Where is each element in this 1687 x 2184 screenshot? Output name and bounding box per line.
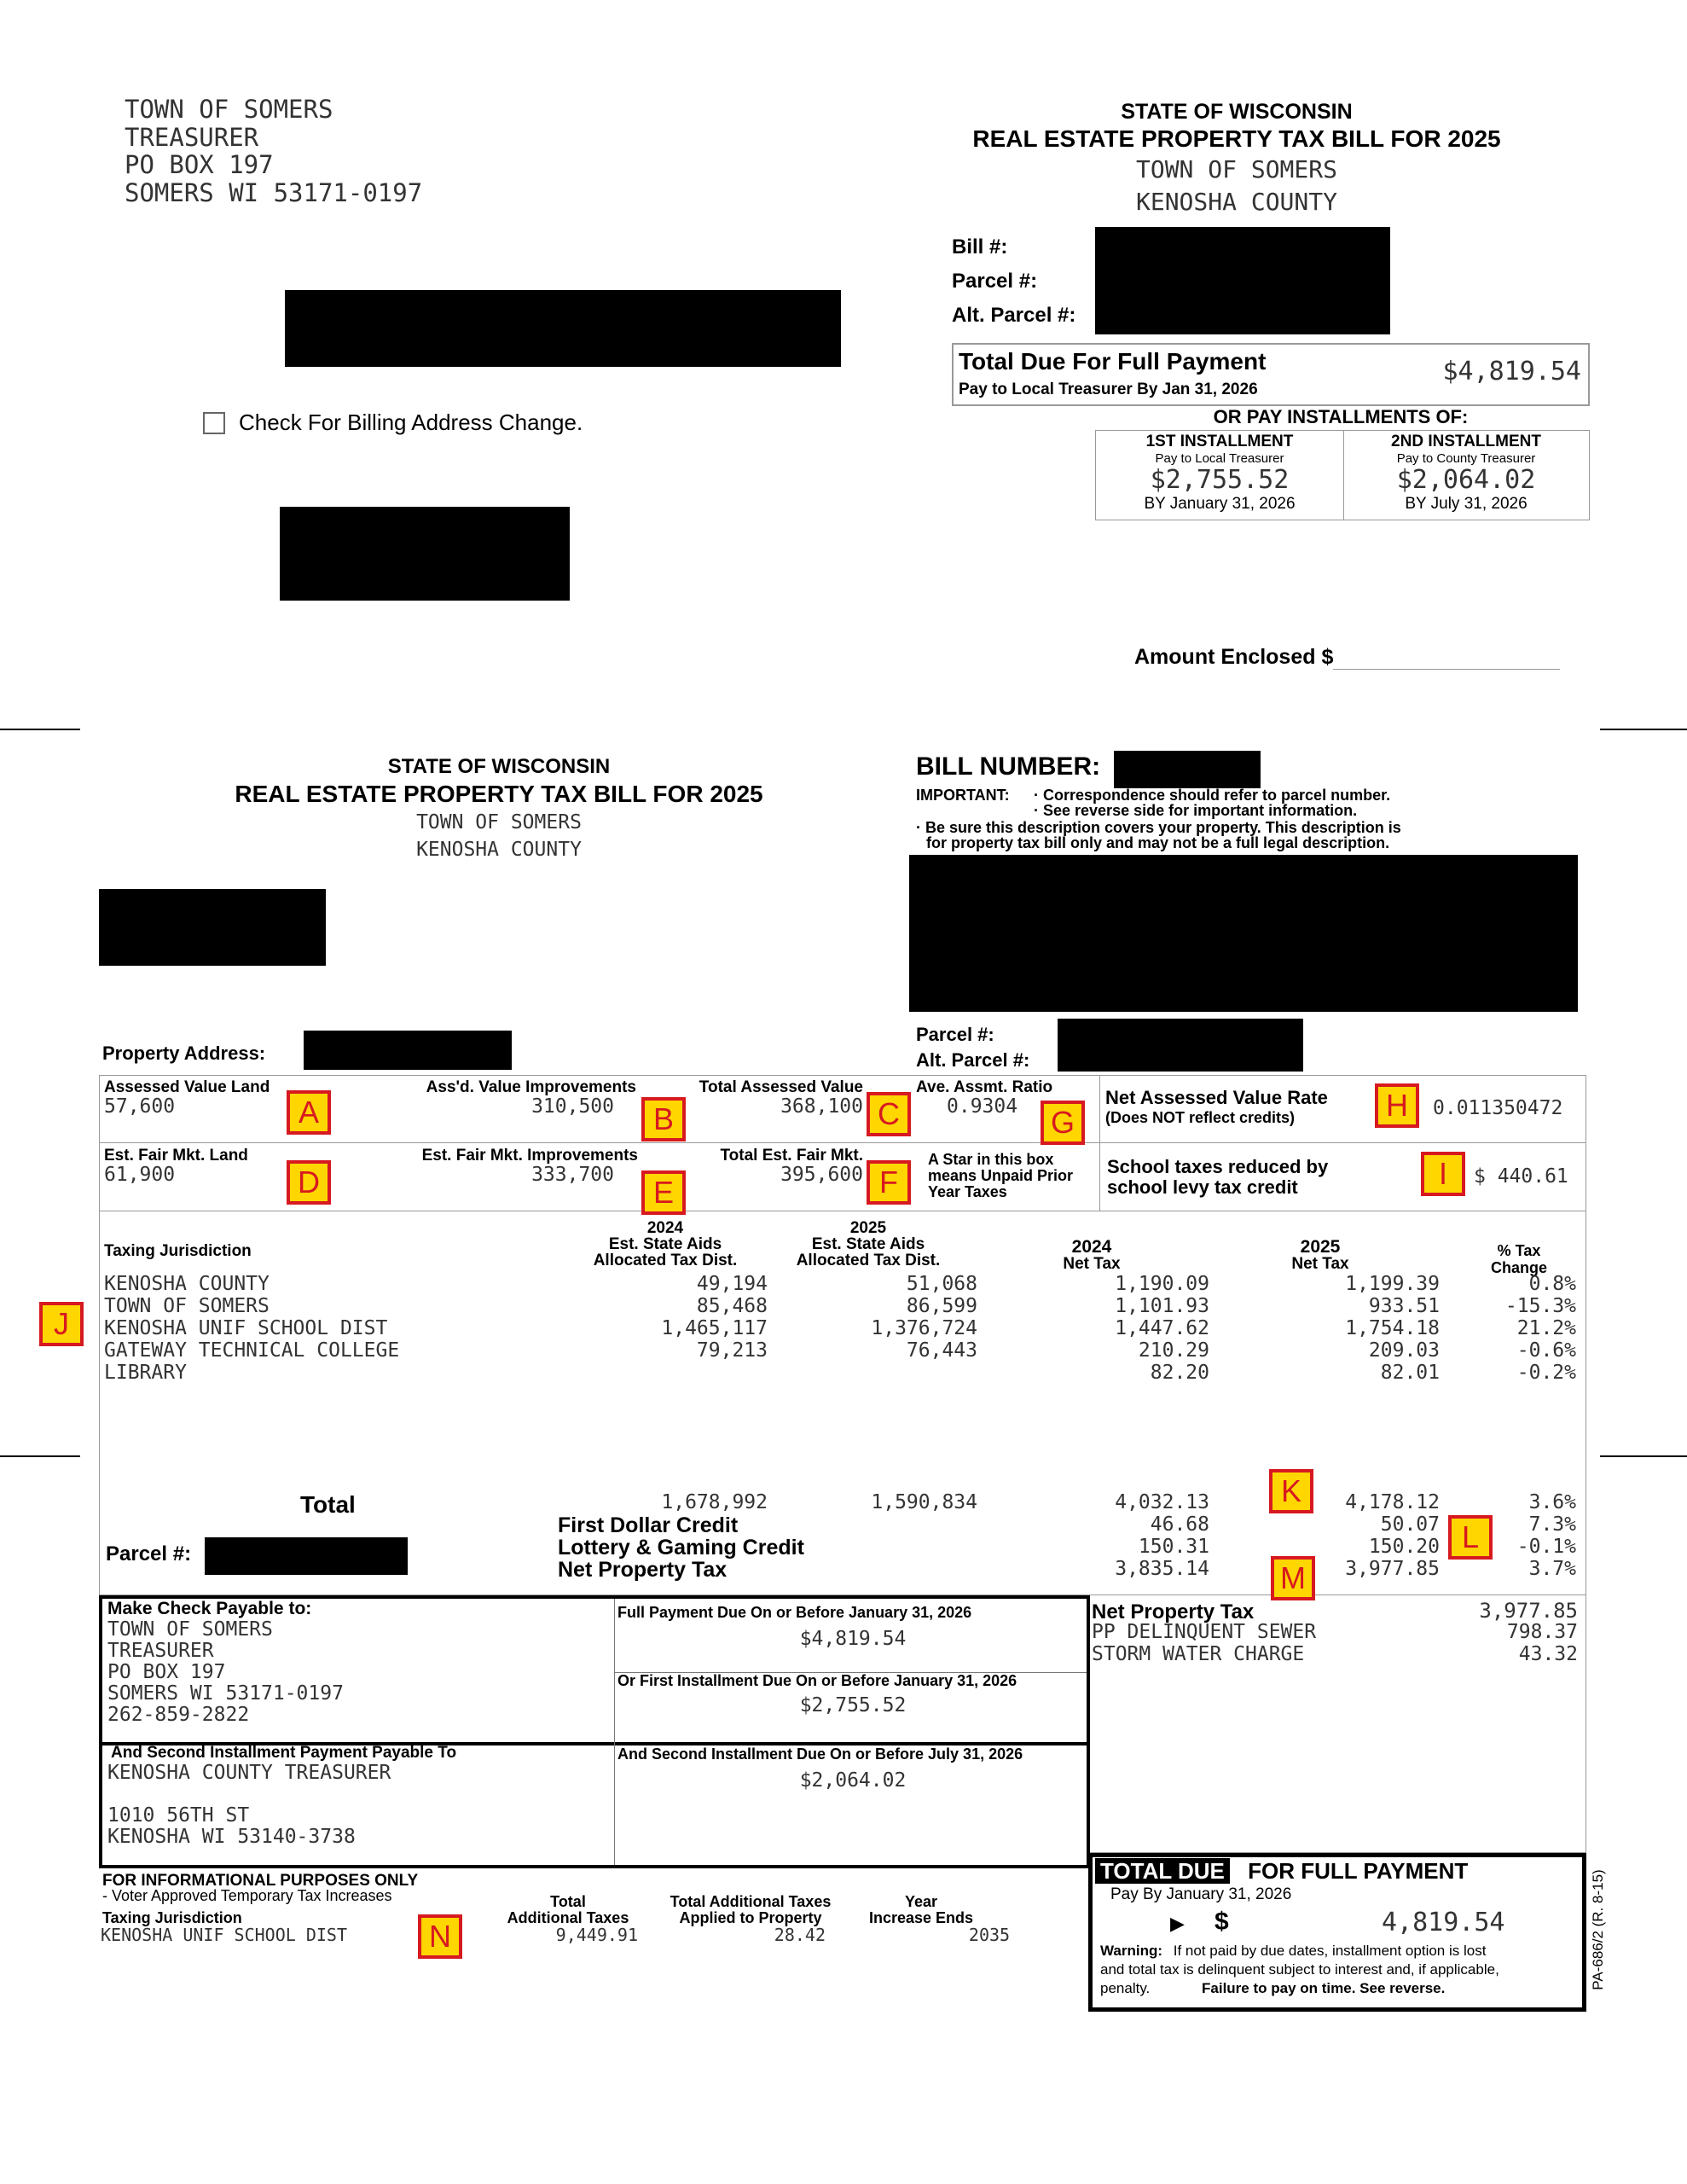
juris-header-aids: Est. State Aids bbox=[608, 1235, 722, 1253]
juris-name: KENOSHA UNIF SCHOOL DIST bbox=[104, 1317, 388, 1339]
fair-land-label: Est. Fair Mkt. Land bbox=[104, 1147, 248, 1165]
billing-address-change[interactable] bbox=[203, 410, 583, 436]
table-parcel-label: Parcel #: bbox=[106, 1542, 192, 1565]
total-due-inverse: TOTAL DUE bbox=[1095, 1858, 1230, 1884]
info-col-line: Total Additional Taxes bbox=[670, 1893, 832, 1910]
cut-line bbox=[0, 729, 80, 730]
juris-net-2025: 1,199.39 bbox=[1345, 1273, 1440, 1295]
payable-line: TOWN OF SOMERS bbox=[107, 1618, 273, 1641]
return-address-line: TREASURER bbox=[125, 122, 259, 152]
stub-or-pay: OR PAY INSTALLMENTS OF: bbox=[1213, 406, 1469, 427]
bill-town: TOWN OF SOMERS bbox=[416, 811, 582, 834]
second-payable-line bbox=[107, 1784, 391, 1805]
second-installment-amount: $2,064.02 bbox=[799, 1769, 907, 1792]
summary-item-label: PP DELINQUENT SEWER bbox=[1092, 1621, 1317, 1643]
juris-net-2025: 1,754.18 bbox=[1345, 1317, 1440, 1339]
juris-aids-2024: 85,468 bbox=[696, 1295, 768, 1317]
total-aids-2025: 1,590,834 bbox=[871, 1491, 977, 1513]
summary-net-value: 3,977.85 bbox=[1479, 1599, 1578, 1623]
bill-header bbox=[196, 754, 802, 863]
warning-label: Warning: bbox=[1100, 1943, 1163, 1959]
inst2-title: 2ND INSTALLMENT bbox=[1391, 433, 1541, 450]
marker-m: M bbox=[1271, 1556, 1315, 1600]
inst2-amount: $2,064.02 bbox=[1396, 465, 1536, 495]
juris-name: TOWN OF SOMERS bbox=[104, 1295, 270, 1317]
bill-state: STATE OF WISCONSIN bbox=[387, 755, 611, 778]
juris-net-2024: 210.29 bbox=[1138, 1339, 1209, 1362]
info-sub: - Voter Approved Temporary Tax Increases bbox=[102, 1887, 392, 1904]
redacted-table-parcel bbox=[205, 1537, 408, 1575]
total-due-arrow-icon: ▶ bbox=[1170, 1913, 1185, 1934]
important-line-2: · See reverse side for important information. bbox=[1034, 802, 1358, 819]
bill-parcel-label: Parcel #: bbox=[916, 1024, 994, 1045]
marker-b: B bbox=[641, 1097, 686, 1141]
totals-row bbox=[104, 1491, 1580, 1513]
info-col-total bbox=[483, 1894, 653, 1926]
juris-header-aids-2025 bbox=[783, 1220, 954, 1269]
stub-bill-label: Bill #: bbox=[952, 235, 1008, 258]
credit-2024: 46.68 bbox=[1150, 1513, 1209, 1536]
marker-h: H bbox=[1375, 1083, 1419, 1128]
juris-aids-2025: 76,443 bbox=[906, 1339, 977, 1362]
installment-2 bbox=[1343, 431, 1589, 520]
school-credit-line: School taxes reduced by bbox=[1107, 1156, 1329, 1177]
juris-header-name: Taxing Jurisdiction bbox=[104, 1242, 252, 1260]
stub-total-due-label: Total Due For Full Payment bbox=[959, 348, 1267, 375]
net-rate-label: Net Assessed Value Rate bbox=[1105, 1087, 1328, 1108]
payable-label: Make Check Payable to: bbox=[107, 1599, 312, 1618]
juris-pct-change: -0.2% bbox=[1516, 1362, 1576, 1384]
redacted-owner-name bbox=[99, 889, 326, 966]
payable-line: SOMERS WI 53171-0197 bbox=[107, 1682, 344, 1705]
juris-header-net-2024 bbox=[1006, 1239, 1177, 1273]
marker-j: J bbox=[39, 1302, 84, 1346]
juris-header-year: 2024 bbox=[1071, 1237, 1112, 1257]
juris-header-net: Net Tax bbox=[1063, 1255, 1121, 1273]
bill-number-label: BILL NUMBER: bbox=[916, 752, 1101, 781]
juris-header-alloc: Allocated Tax Dist. bbox=[796, 1252, 941, 1269]
table-row bbox=[104, 1273, 1580, 1295]
marker-i: I bbox=[1421, 1152, 1465, 1196]
credit-pct: 3.7% bbox=[1528, 1558, 1576, 1580]
assessed-improvements-label: Ass'd. Value Improvements bbox=[426, 1078, 636, 1096]
credit-label: First Dollar Credit bbox=[558, 1513, 739, 1537]
summary-item-label: STORM WATER CHARGE bbox=[1092, 1643, 1305, 1665]
info-col-line: Applied to Property bbox=[679, 1909, 822, 1926]
billing-change-checkbox[interactable] bbox=[203, 412, 225, 434]
fair-improvements-value: 333,700 bbox=[531, 1164, 614, 1186]
marker-k: K bbox=[1269, 1469, 1313, 1513]
total-due-pay-by: Pay By January 31, 2026 bbox=[1110, 1885, 1292, 1903]
stub-total-due-sub: Pay to Local Treasurer By Jan 31, 2026 bbox=[959, 380, 1258, 398]
important-line-4: for property tax bill only and may not be a full legal description. bbox=[926, 834, 1390, 851]
juris-header-net: Net Tax bbox=[1291, 1255, 1349, 1273]
fair-total-label: Total Est. Fair Mkt. bbox=[720, 1147, 863, 1165]
juris-net-2024: 1,190.09 bbox=[1115, 1273, 1209, 1295]
return-address-line: SOMERS WI 53171-0197 bbox=[125, 177, 423, 207]
redacted-mailing-address bbox=[285, 290, 841, 367]
first-installment-label: Or First Installment Due On or Before January 31, 2026 bbox=[617, 1672, 1017, 1689]
school-credit-label bbox=[1107, 1157, 1328, 1198]
juris-header-year: 2025 bbox=[849, 1219, 887, 1237]
payable-line: PO BOX 197 bbox=[107, 1661, 226, 1683]
fair-improvements-label: Est. Fair Mkt. Improvements bbox=[421, 1147, 638, 1165]
total-label: Total bbox=[300, 1491, 356, 1518]
marker-l: L bbox=[1448, 1515, 1493, 1560]
stub-title: REAL ESTATE PROPERTY TAX BILL FOR 2025 bbox=[972, 125, 1501, 152]
property-address-label: Property Address: bbox=[102, 1043, 266, 1064]
juris-pct-change: 0.8% bbox=[1528, 1273, 1576, 1295]
warning-line: If not paid by due dates, installment option is lost bbox=[1173, 1943, 1487, 1959]
fair-total-value: 395,600 bbox=[780, 1164, 863, 1186]
ratio-label: Ave. Assmt. Ratio bbox=[916, 1078, 1053, 1096]
second-payable-line: 1010 56TH ST bbox=[107, 1804, 250, 1827]
info-total-value: 9,449.91 bbox=[555, 1925, 638, 1945]
juris-net-2024: 82.20 bbox=[1150, 1362, 1209, 1384]
second-payable-label: And Second Installment Payment Payable To bbox=[111, 1744, 457, 1762]
inst1-title: 1ST INSTALLMENT bbox=[1145, 433, 1294, 450]
juris-net-2025: 209.03 bbox=[1368, 1339, 1440, 1362]
credit-pct: 7.3% bbox=[1528, 1513, 1576, 1536]
bill-county: KENOSHA COUNTY bbox=[416, 839, 582, 861]
marker-n: N bbox=[418, 1914, 462, 1959]
juris-aids-2024: 1,465,117 bbox=[661, 1317, 768, 1339]
marker-f: F bbox=[867, 1160, 911, 1205]
second-installment-label: And Second Installment Due On or Before July 31, 2026 bbox=[617, 1745, 1023, 1763]
amount-enclosed[interactable] bbox=[1134, 645, 1560, 670]
cut-line bbox=[1600, 1455, 1687, 1457]
juris-aids-2025: 86,599 bbox=[906, 1295, 977, 1317]
total-assessed-label: Total Assessed Value bbox=[699, 1078, 863, 1096]
stub-total-due-box bbox=[952, 343, 1590, 406]
warning-line: Failure to pay on time. See reverse. bbox=[1202, 1980, 1446, 1996]
juris-name: KENOSHA COUNTY bbox=[104, 1273, 270, 1295]
inst2-sub: Pay to County Treasurer bbox=[1396, 451, 1536, 466]
assessed-improvements-value: 310,500 bbox=[531, 1095, 614, 1118]
star-note-line: means Unpaid Prior bbox=[928, 1167, 1074, 1184]
marker-a: A bbox=[287, 1090, 331, 1135]
redacted-legal-description bbox=[909, 855, 1578, 1012]
cut-line bbox=[0, 1455, 80, 1457]
juris-pct-change: 21.2% bbox=[1516, 1317, 1576, 1339]
juris-header-year: 2024 bbox=[646, 1219, 684, 1237]
credit-2025: 150.20 bbox=[1368, 1536, 1440, 1558]
credit-2025: 50.07 bbox=[1380, 1513, 1440, 1536]
redacted-bill-number bbox=[1114, 751, 1261, 788]
full-payment-amount: $4,819.54 bbox=[799, 1628, 907, 1650]
stub-alt-parcel-label: Alt. Parcel #: bbox=[952, 304, 1076, 327]
inst2-by: BY July 31, 2026 bbox=[1405, 495, 1528, 513]
info-col-juris: Taxing Jurisdiction bbox=[102, 1909, 242, 1926]
marker-g: G bbox=[1041, 1101, 1085, 1145]
juris-aids-2024: 49,194 bbox=[696, 1273, 768, 1295]
billing-change-label: Check For Billing Address Change. bbox=[239, 410, 583, 435]
info-col-year bbox=[853, 1894, 989, 1926]
installment-1 bbox=[1096, 431, 1344, 520]
juris-header-aids-2024 bbox=[580, 1220, 751, 1269]
summary-net-label: Net Property Tax bbox=[1092, 1600, 1255, 1623]
payable-line: TREASURER bbox=[107, 1640, 214, 1662]
amount-enclosed-line[interactable] bbox=[1333, 648, 1560, 670]
credit-2024: 150.31 bbox=[1138, 1536, 1209, 1558]
stub-total-due-amount: $4,819.54 bbox=[1442, 357, 1581, 386]
total-due-warning bbox=[1100, 1942, 1578, 1998]
info-col-line: Total bbox=[550, 1893, 586, 1910]
installments-box bbox=[1095, 430, 1590, 520]
payable-line: 262-859-2822 bbox=[107, 1704, 250, 1726]
second-payable-line: KENOSHA COUNTY TREASURER bbox=[107, 1762, 391, 1784]
table-row bbox=[104, 1339, 1580, 1362]
inst1-sub: Pay to Local Treasurer bbox=[1155, 451, 1284, 466]
juris-net-2024: 1,447.62 bbox=[1115, 1317, 1209, 1339]
juris-header-pct-line: Change bbox=[1490, 1259, 1547, 1276]
redacted-owner-address bbox=[280, 507, 570, 601]
credit-pct: -0.1% bbox=[1516, 1536, 1576, 1558]
first-installment-amount: $2,755.52 bbox=[799, 1694, 907, 1716]
net-rate-value: 0.011350472 bbox=[1433, 1097, 1563, 1119]
redacted-bill-parcel bbox=[1058, 1019, 1303, 1072]
second-payable-line: KENOSHA WI 53140-3738 bbox=[107, 1826, 356, 1848]
warning-line: and total tax is delinquent subject to interest and, if applicable, bbox=[1100, 1961, 1499, 1978]
juris-aids-2025: 51,068 bbox=[906, 1273, 977, 1295]
total-net-2024: 4,032.13 bbox=[1115, 1491, 1209, 1513]
important-line-3: · Be sure this description covers your property. This description is bbox=[916, 819, 1401, 836]
marker-c: C bbox=[867, 1092, 911, 1136]
total-due-for: FOR FULL PAYMENT bbox=[1248, 1858, 1469, 1884]
marker-d: D bbox=[287, 1160, 331, 1205]
table-row bbox=[104, 1295, 1580, 1317]
table-row bbox=[104, 1362, 1580, 1384]
credit-2025: 3,977.85 bbox=[1345, 1558, 1440, 1580]
stub-county: KENOSHA COUNTY bbox=[1135, 188, 1337, 216]
juris-aids-2025: 1,376,724 bbox=[871, 1317, 977, 1339]
juris-header-pct bbox=[1472, 1242, 1566, 1276]
return-address-line: PO BOX 197 bbox=[125, 150, 274, 179]
juris-pct-change: -0.6% bbox=[1516, 1339, 1576, 1362]
stub-parcel-label: Parcel #: bbox=[952, 270, 1038, 293]
star-note-line: A Star in this box bbox=[928, 1151, 1054, 1168]
credit-label: Net Property Tax bbox=[558, 1558, 728, 1582]
info-col-line: Increase Ends bbox=[868, 1909, 974, 1926]
info-applied-value: 28.42 bbox=[774, 1925, 826, 1945]
juris-header-pct-line: % Tax bbox=[1497, 1242, 1541, 1259]
total-pct-change: 3.6% bbox=[1528, 1491, 1576, 1513]
bill-alt-parcel-label: Alt. Parcel #: bbox=[916, 1049, 1030, 1071]
juris-header-net-2025 bbox=[1235, 1239, 1406, 1273]
juris-name: LIBRARY bbox=[104, 1362, 187, 1384]
return-address-line: TOWN OF SOMERS bbox=[125, 95, 333, 124]
total-due-amount: 4,819.54 bbox=[1382, 1908, 1505, 1937]
info-juris-name: KENOSHA UNIF SCHOOL DIST bbox=[101, 1925, 347, 1945]
credit-2024: 3,835.14 bbox=[1115, 1558, 1209, 1580]
unpaid-star-note bbox=[928, 1152, 1073, 1200]
total-due-dollar: $ bbox=[1215, 1908, 1229, 1936]
inst1-amount: $2,755.52 bbox=[1150, 465, 1290, 495]
stub-town: TOWN OF SOMERS bbox=[1135, 155, 1337, 183]
cut-line bbox=[1600, 729, 1687, 730]
amount-enclosed-label: Amount Enclosed $ bbox=[1134, 645, 1334, 669]
bill-title: REAL ESTATE PROPERTY TAX BILL FOR 2025 bbox=[235, 781, 763, 807]
jurisdiction-rows bbox=[104, 1273, 1580, 1384]
juris-name: GATEWAY TECHNICAL COLLEGE bbox=[104, 1339, 400, 1362]
assessed-land-label: Assessed Value Land bbox=[104, 1078, 270, 1096]
total-due-label bbox=[1095, 1858, 1468, 1885]
info-year-value: 2035 bbox=[968, 1925, 1011, 1945]
assessed-land-value: 57,600 bbox=[104, 1095, 176, 1118]
credit-row bbox=[104, 1513, 1580, 1536]
redacted-property-address bbox=[304, 1031, 512, 1070]
summary-item-value: 43.32 bbox=[1518, 1643, 1578, 1665]
total-net-2025: 4,178.12 bbox=[1345, 1491, 1440, 1513]
return-address bbox=[125, 96, 422, 206]
payable-address bbox=[107, 1619, 344, 1726]
juris-net-2025: 82.01 bbox=[1380, 1362, 1440, 1384]
total-assessed-value: 368,100 bbox=[780, 1095, 863, 1118]
ratio-value: 0.9304 bbox=[947, 1095, 1018, 1118]
juris-net-2025: 933.51 bbox=[1368, 1295, 1440, 1317]
juris-net-2024: 1,101.93 bbox=[1115, 1295, 1209, 1317]
inst1-by: BY January 31, 2026 bbox=[1144, 495, 1296, 513]
juris-header-aids: Est. State Aids bbox=[811, 1235, 925, 1253]
fair-land-value: 61,900 bbox=[104, 1164, 176, 1186]
redacted-stub-ids bbox=[1095, 227, 1390, 334]
important-label: IMPORTANT: bbox=[916, 787, 1010, 804]
credit-label: Lottery & Gaming Credit bbox=[558, 1536, 804, 1560]
total-aids-2024: 1,678,992 bbox=[661, 1491, 768, 1513]
summary-item-value: 798.37 bbox=[1506, 1621, 1578, 1643]
info-title: FOR INFORMATIONAL PURPOSES ONLY bbox=[102, 1872, 419, 1890]
stub-state: STATE OF WISCONSIN bbox=[1121, 100, 1353, 124]
school-credit-value: $ 440.61 bbox=[1474, 1165, 1568, 1188]
info-col-applied bbox=[648, 1894, 853, 1926]
warning-line: penalty. bbox=[1100, 1980, 1151, 1996]
second-payable-address bbox=[107, 1763, 391, 1848]
full-payment-label: Full Payment Due On or Before January 31, 2026 bbox=[617, 1604, 972, 1621]
important-line-1: · Correspondence should refer to parcel number. bbox=[1034, 787, 1391, 804]
school-credit-line: school levy tax credit bbox=[1107, 1176, 1298, 1198]
star-note-line: Year Taxes bbox=[928, 1183, 1007, 1200]
juris-aids-2024: 79,213 bbox=[696, 1339, 768, 1362]
net-rate-sub: (Does NOT reflect credits) bbox=[1105, 1109, 1296, 1126]
form-id: PA-686/2 (R. 8-15) bbox=[1590, 1869, 1606, 1990]
stub-header bbox=[938, 99, 1535, 218]
juris-pct-change: -15.3% bbox=[1504, 1295, 1576, 1317]
juris-header-alloc: Allocated Tax Dist. bbox=[593, 1252, 738, 1269]
info-col-line: Additional Taxes bbox=[507, 1909, 629, 1926]
juris-header-year: 2025 bbox=[1300, 1237, 1341, 1257]
table-row bbox=[104, 1317, 1580, 1339]
marker-e: E bbox=[641, 1170, 686, 1215]
info-col-line: Year bbox=[904, 1893, 938, 1910]
